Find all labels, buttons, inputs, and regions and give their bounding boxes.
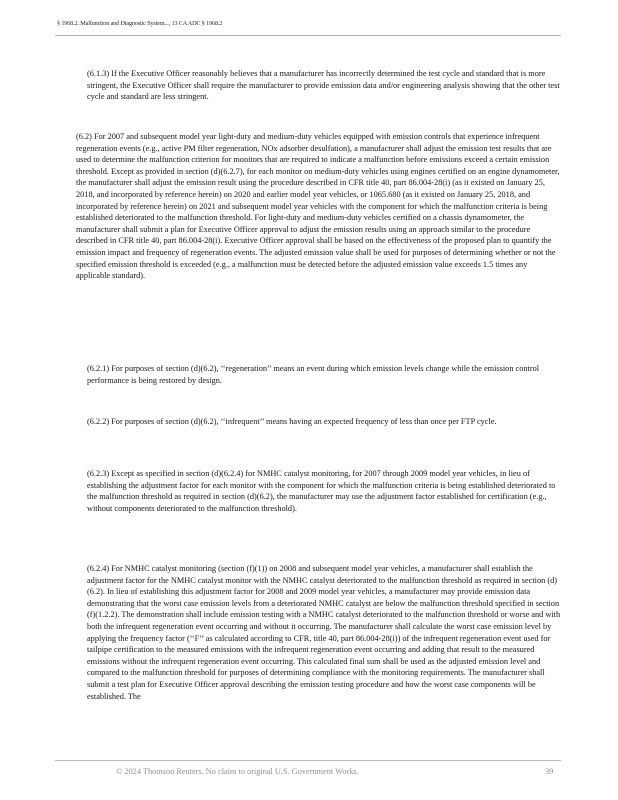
paragraph-6-2-1: (6.2.1) For purposes of section (d)(6.2), ‘‘regeneration’’ means an event during which emission levels change while the emission control performance is being restored by design.	[87, 364, 540, 385]
paragraph-6-2: (6.2) For 2007 and subsequent model year light-duty and medium-duty vehicles equipped with emission controls that experience infrequent regeneration events (e.g., active PM filter regeneration, NOx adsorber desulfation), a manufacturer shall adjust the emission test results that are used to determine the malfunction criterion for monitors that are required to indicate a malfunction before emissions exceed a certain emission threshold. Except as provided in section (d)(6.2.7), for each monitor on medium-duty vehicles using engines certified on an engine dynamometer, the manufacturer shall adjust the emission result using the procedure described in CFR title 40, part 86.004-28(i) (as it existed on January 25, 2018, and incorporated by reference herein) on 2020 and earlier model year vehicles, or 1065.680 (as it existed on January 25, 2018, and incorporated by reference herein) on 2021 and subsequent model year vehicles with the component for which the malfunction criteria is being established deteriorated to the malfunction threshold. For light-duty and medium-duty vehicles certified on a chassis dynamometer, the manufacturer shall submit a plan for Executive Officer approval to adjust the emission results using an approach similar to the procedure described in CFR title 40, part 86.004-28(i). Executive Officer approval shall be based on the effectiveness of the proposed plan to quantify the emission impact and frequency of regeneration events. The adjusted emission value shall be used for purposes of determining whether or not the specified emission threshold is exceeded (e.g., a malfunction must be detected before the adjusted emission value exceeds 1.5 times any applicable standard).	[76, 132, 560, 281]
footer-divider	[55, 760, 561, 761]
paragraph-6-1-3: (6.1.3) If the Executive Officer reasonably believes that a manufacturer has incorrectly determined the test cycle and standard that is more stringent, the Executive Officer shall require the manufacturer to provide emission data and/or engineering analysis showing that the other test cycle and standard are less stringent.	[87, 69, 560, 102]
header-citation: § 1968.2. Malfunction and Diagnostic System..., 13 CA ADC § 1968.2	[57, 20, 223, 27]
paragraph-6-2-3: (6.2.3) Except as specified in section (d)(6.2.4) for NMHC catalyst monitoring, for 2007 through 2009 model year vehicles, in lieu of establishing the adjustment factor for each monitor with the component for which the malfunction criteria is being established deteriorated to the malfunction threshold as required in section (d)(6.2), the manufacturer may use the adjustment factor established for certification (e.g., without components deteriorated to the malfunction threshold).	[87, 469, 556, 513]
footer-copyright: © 2024 Thomson Reuters. No claim to original U.S. Government Works.	[116, 767, 359, 776]
paragraph-6-2-2: (6.2.2) For purposes of section (d)(6.2), ‘‘infrequent’’ means having an expected frequency of less than once per FTP cycle.	[87, 417, 497, 426]
header-divider	[55, 35, 561, 36]
paragraph-6-2-4: (6.2.4) For NMHC catalyst monitoring (section (f)(1)) on 2008 and subsequent model year vehicles, a manufacturer shall establish the adjustment factor for the NMHC catalyst monitor with the NMHC catalyst deteriorated to the malfunction threshold as required in section (d)(6.2). In lieu of establishing this adjustment factor for 2008 and 2009 model year vehicles, a manufacturer may provide emission data demonstrating that the worst case emission levels from a deteriorated NMHC catalyst are below the malfunction threshold specified in section (f)(1.2.2). The demonstration shall include emission testing with a NMHC catalyst deteriorated to the malfunction threshold or worse and with both the infrequent regeneration event occurring and without it occurring. The manufacturer shall calculate the worst case emission level by applying the frequency factor (‘‘F’’ as calculated according to CFR, title 40, part 86.004-28(i)) of the infrequent regeneration event used for tailpipe certification to the measured emissions with the infrequent regeneration event occurring and adding that result to the measured emissions without the infrequent regeneration event occurring. This calculated final sum shall be used as the adjusted emission level and compared to the malfunction threshold for purposes of determining compliance with the monitoring requirements. The manufacturer shall submit a test plan for Executive Officer approval describing the emission testing procedure and how the worst case components will be established. The	[87, 564, 561, 701]
page-number: 39	[545, 767, 554, 776]
